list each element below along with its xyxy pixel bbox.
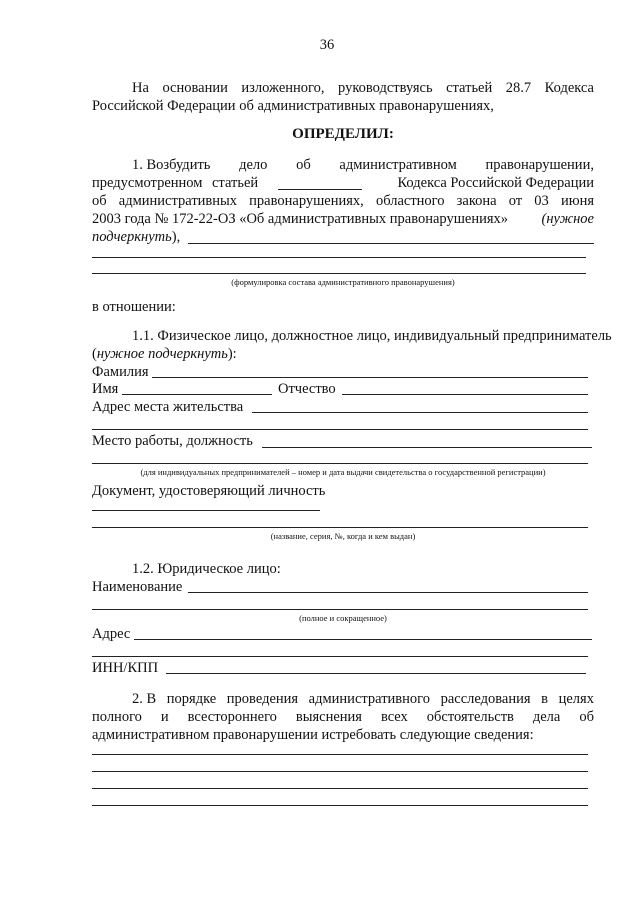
item2-word: порядке (166, 691, 217, 707)
item1-code-text: Кодекса Российской Федерации (397, 175, 594, 191)
org-address-label: Адрес (92, 626, 131, 642)
item1-line-1 (132, 156, 594, 174)
intro-word: основании (162, 80, 228, 96)
intro-word: 28.7 (505, 80, 532, 96)
offense-blank-2[interactable] (92, 257, 586, 258)
org-address-field-2[interactable] (92, 656, 588, 657)
intro-line-2: Российской Федерации об административных правонарушениях, (92, 98, 494, 114)
item1-word: правонарушении, (485, 157, 594, 173)
page-number: 36 (319, 37, 335, 53)
item1-provided-word: предусмотренном (92, 175, 203, 191)
info-field-4[interactable] (92, 805, 588, 806)
address-field-2[interactable] (92, 429, 588, 430)
item2-line-2 (92, 708, 594, 726)
surname-label: Фамилия (92, 364, 149, 380)
item2-word: административного (308, 691, 430, 707)
intro-word: руководствуясь (338, 80, 433, 96)
underline-note: нужное подчеркнуть (96, 346, 228, 362)
item1-line-3: об административных правонарушениях, областного закона от 03 июня (92, 193, 594, 209)
intro-line-1 (132, 79, 594, 97)
item1-note: (нужное (541, 211, 594, 227)
item1-underline-note: подчеркнуть (92, 229, 172, 245)
info-field-2[interactable] (92, 771, 588, 772)
name-label: Имя (92, 381, 119, 397)
item2-line-3: административном правонарушении истребовать следующие сведения: (92, 727, 534, 743)
item2-word: обстоятельств (426, 709, 514, 725)
offense-blank-1[interactable] (188, 243, 594, 244)
item1-word: административном (339, 157, 457, 173)
item2-word: целях (558, 691, 594, 707)
org-name-field-2[interactable] (92, 609, 588, 610)
item1-article-word: статьей (212, 175, 259, 191)
inn-field[interactable] (166, 673, 586, 674)
entrepreneur-field[interactable] (92, 463, 588, 464)
item1-close: ), (171, 229, 181, 245)
name-field[interactable] (122, 394, 272, 395)
entrepreneur-caption: (для индивидуальных предпринимателей – номер и дата выдачи свидетельства о государственной регистрации) (140, 467, 546, 477)
info-field-3[interactable] (92, 788, 588, 789)
item2-word: и (160, 709, 169, 725)
intro-word: Кодекса (544, 80, 594, 96)
article-number-blank[interactable] (278, 189, 362, 190)
offense-caption: (формулировка состава административного правонарушения) (231, 277, 455, 287)
heading-text: ОПРЕДЕЛИЛ: (292, 126, 394, 142)
org-address-field-1[interactable] (134, 639, 592, 640)
patronymic-field[interactable] (342, 394, 588, 395)
intro-word: изложенного, (241, 80, 325, 96)
address-field-1[interactable] (252, 412, 588, 413)
item2-word: выяснения (295, 709, 362, 725)
item1-line-4 (92, 210, 594, 228)
item1-law-text: 2003 года № 172-22-ОЗ «Об административных правонарушениях» (92, 211, 509, 227)
item1-word: 1. Возбудить (132, 157, 211, 173)
item2-word: в (541, 691, 548, 707)
surname-field[interactable] (152, 377, 588, 378)
offense-blank-3[interactable] (92, 273, 586, 274)
item2-word: дела (532, 709, 561, 725)
item1-word: дело (239, 157, 268, 173)
item2-word: об (579, 709, 594, 725)
work-field[interactable] (262, 447, 592, 448)
patronymic-label: Отчество (278, 381, 336, 397)
item2-word: всестороннего (187, 709, 277, 725)
item2-line-1 (132, 690, 594, 708)
inn-label: ИНН/КПП (92, 660, 159, 676)
document-label: Документ, удостоверяющий личность (92, 483, 326, 499)
intro-word: На (132, 80, 149, 96)
heading-determined (92, 125, 594, 143)
item1-line-5 (92, 228, 180, 246)
document-field-2[interactable] (92, 527, 588, 528)
address-label: Адрес места жительства (92, 399, 244, 415)
item1-2-line-1: 1.2. Юридическое лицо: (132, 561, 281, 577)
item2-word: проведения (226, 691, 299, 707)
in-relation-text: в отношении: (92, 299, 176, 315)
paren-close: ): (227, 346, 237, 362)
item1-1-line-1: 1.1. Физическое лицо, должностное лицо, индивидуальный предприниматель (132, 328, 612, 344)
intro-word: статьей (446, 80, 493, 96)
org-name-caption: (полное и сокращенное) (299, 613, 387, 623)
document-field-1[interactable] (92, 510, 320, 511)
item1-line-2 (92, 174, 594, 192)
item1-word: об (296, 157, 311, 173)
org-name-label: Наименование (92, 579, 183, 595)
org-name-field-1[interactable] (188, 592, 588, 593)
item1-1-line-2 (92, 345, 237, 363)
item2-word: полного (92, 709, 142, 725)
work-label: Место работы, должность (92, 433, 253, 449)
item2-word: расследования (440, 691, 531, 707)
item2-word: 2. В (132, 691, 157, 707)
paren-open: ( (92, 346, 97, 362)
info-field-1[interactable] (92, 754, 588, 755)
item2-word: всех (380, 709, 408, 725)
document-caption: (название, серия, №, когда и кем выдан) (270, 531, 416, 541)
